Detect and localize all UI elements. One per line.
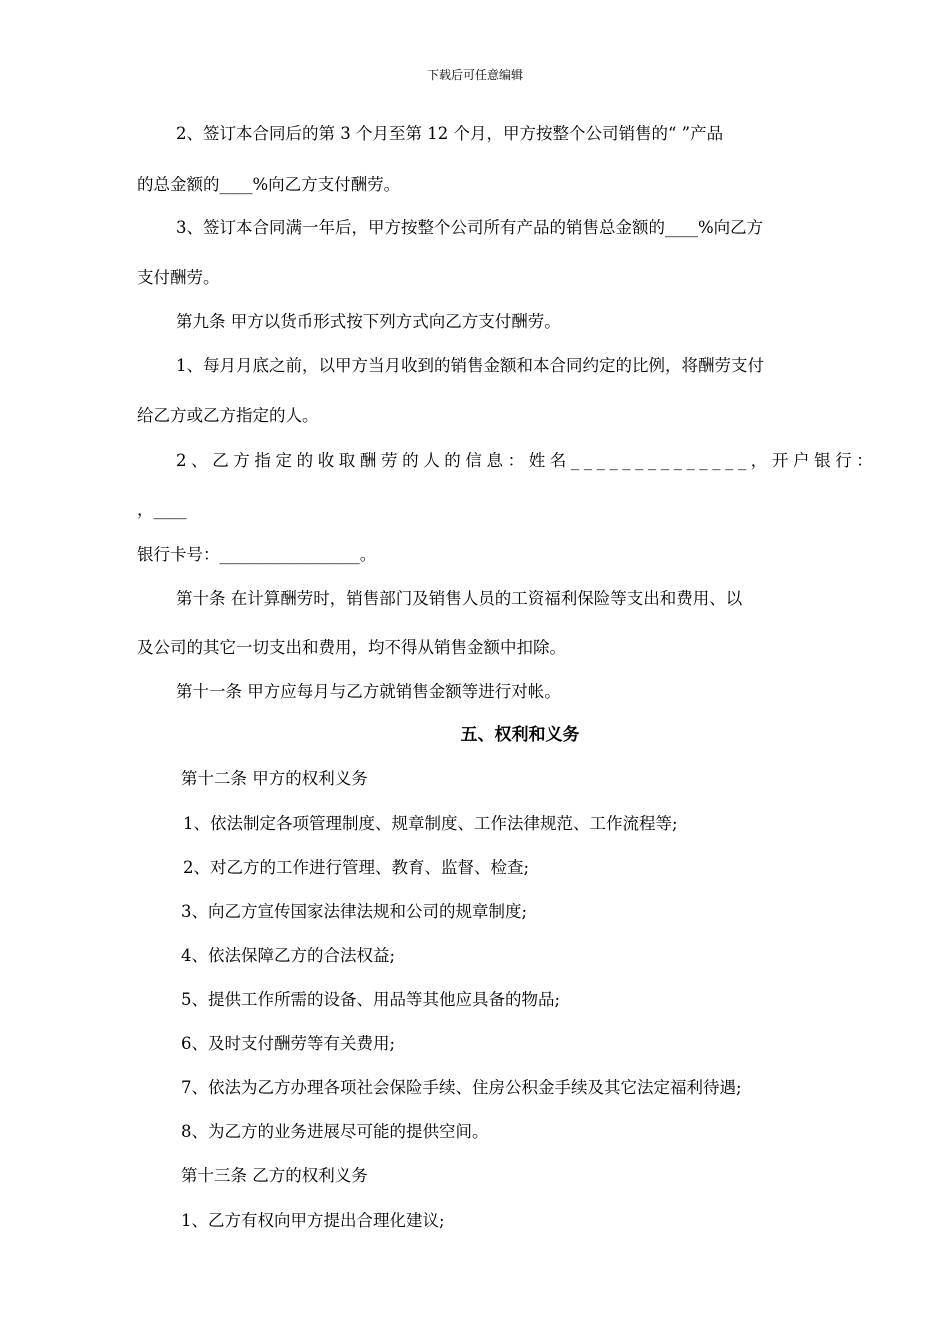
clause-8-item-2-line-1: 2、签订本合同后的第 3 个月至第 12 个月，甲方按整个公司销售的“ ”产品 (176, 124, 724, 143)
clause-12-item-8: 8、为乙方的业务进展尽可能的提供空间。 (181, 1122, 489, 1141)
clause-11: 第十一条 甲方应每月与乙方就销售金额等进行对帐。 (176, 682, 561, 701)
clause-8-item-2-line-2: 的总金额的____%向乙方支付酬劳。 (137, 175, 401, 194)
clause-12-item-1: 1、依法制定各项管理制度、规章制度、工作法律规范、工作流程等; (183, 814, 678, 833)
page-header: 下载后可任意编辑 (426, 68, 523, 82)
section-title: 五、权利和义务 (460, 725, 580, 745)
clause-12-item-6: 6、及时支付酬劳等有关费用; (181, 1034, 396, 1053)
clause-12-item-5: 5、提供工作所需的设备、用品等其他应具备的物品; (181, 990, 561, 1009)
clause-8-item-3-line-1: 3、签订本合同满一年后，甲方按整个公司所有产品的销售总金额的____%向乙方 (176, 218, 764, 237)
clause-12-item-2: 2、对乙方的工作进行管理、教育、监督、检查; (183, 858, 530, 877)
clause-9-item-2-line-1: 2、乙方指定的收取酬劳的人的信息：姓名______________，开户银行： (176, 451, 878, 470)
clause-8-item-3-line-2: 支付酬劳。 (137, 268, 220, 287)
clause-12-item-7: 7、依法为乙方办理各项社会保险手续、住房公积金手续及其它法定福利待遇; (181, 1078, 742, 1097)
clause-13-item-1: 1、乙方有权向甲方提出合理化建议; (181, 1211, 445, 1230)
clause-12-item-4: 4、依法保障乙方的合法权益; (181, 946, 396, 965)
clause-9-item-1-line-2: 给乙方或乙方指定的人。 (137, 406, 319, 425)
clause-13-heading: 第十三条 乙方的权利义务 (181, 1166, 368, 1185)
clause-9-heading: 第九条 甲方以货币形式按下列方式向乙方支付酬劳。 (176, 312, 561, 331)
clause-9-item-2-line-2: ，____ (137, 500, 187, 519)
clause-10-line-2: 及公司的其它一切支出和费用，均不得从销售金额中扣除。 (137, 638, 566, 657)
clause-12-item-3: 3、向乙方宣传国家法律法规和公司的规章制度; (181, 902, 528, 921)
clause-10-line-1: 第十条 在计算酬劳时，销售部门及销售人员的工资福利保险等支出和费用、以 (176, 589, 743, 608)
bank-card-line: 银行卡号：_________________。 (137, 545, 377, 564)
clause-9-item-1-line-1: 1、每月月底之前，以甲方当月收到的销售金额和本合同约定的比例，将酬劳支付 (176, 356, 764, 375)
clause-12-heading: 第十二条 甲方的权利义务 (181, 769, 368, 788)
